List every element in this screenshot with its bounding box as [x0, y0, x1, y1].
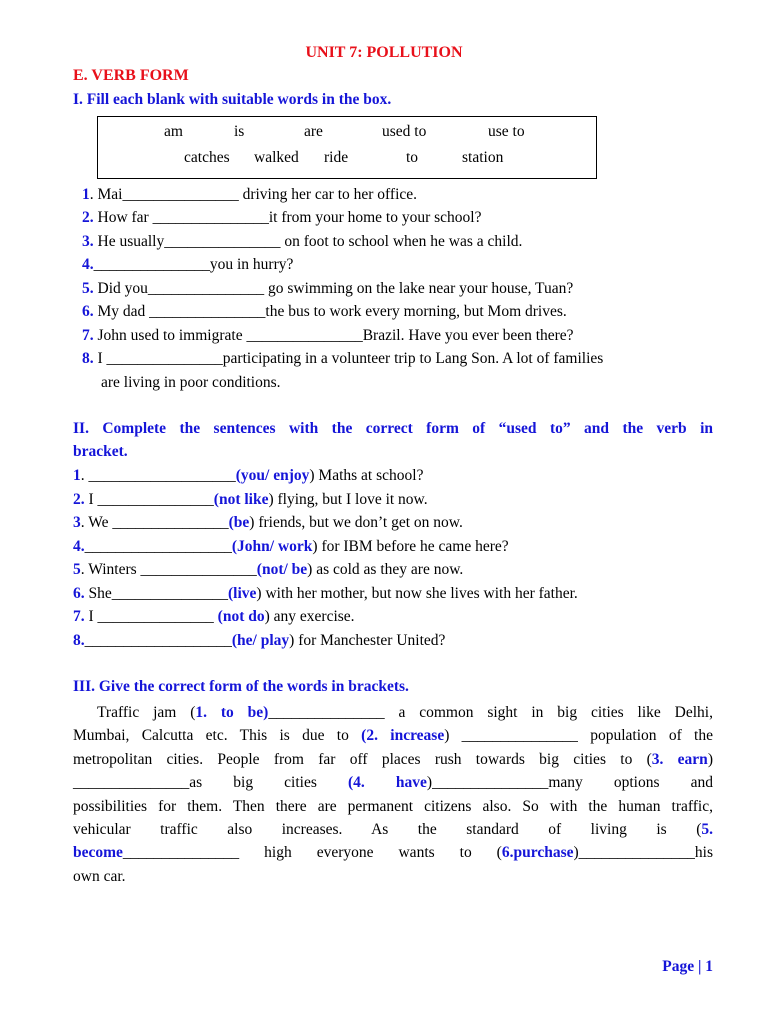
text: _______________as big cities [73, 774, 348, 792]
list-item [82, 302, 567, 322]
item-blank: ___________________ [84, 632, 232, 649]
text: ) [707, 750, 713, 768]
list-item [73, 490, 428, 510]
item-number: 6. [73, 585, 85, 602]
word-prompt: become [73, 844, 123, 862]
text: _______________ high everyone wants to ( [122, 844, 502, 862]
list-item [73, 537, 509, 557]
page-number: Page | 1 [662, 958, 713, 975]
word-box [97, 116, 597, 179]
list-item [82, 349, 603, 369]
paragraph-line [73, 818, 713, 841]
part2-heading-cont: bracket. [73, 443, 128, 460]
item-text: ) friends, but we don’t get on now. [249, 514, 463, 531]
item-blank: ___________________ [84, 538, 232, 555]
item-number: 5 [73, 561, 81, 578]
item-number: 3 [73, 514, 81, 531]
item-blank: I _______________ [84, 491, 214, 508]
item-number: 8. [73, 632, 85, 649]
text: vehicular traffic also increases. As the standard of living is ( [73, 820, 702, 838]
item-text: Did you_______________ go swimming on the lake near your house, Tuan? [93, 280, 574, 297]
box-word: am [164, 123, 183, 140]
item-text: ) Maths at school? [309, 467, 424, 484]
item-text: ) for IBM before he came here? [312, 538, 509, 555]
item-text: John used to immigrate _______________Brazil. Have you ever been there? [93, 327, 574, 344]
word-prompt: 3. earn [651, 750, 708, 768]
list-item [82, 279, 573, 299]
item-verb: (not do [217, 608, 265, 625]
item-blank: She_______________ [84, 585, 228, 602]
item-verb: (he/ play [231, 632, 290, 649]
page-title: UNIT 7: POLLUTION [305, 44, 463, 61]
item-text: ) for Manchester United? [289, 632, 446, 649]
list-item [82, 326, 574, 346]
item-text: . Mai_______________ driving her car to her office. [89, 186, 418, 203]
paragraph [73, 701, 713, 888]
item-number: 2. [82, 209, 94, 226]
list-item [73, 631, 445, 651]
item-number: 1 [82, 186, 90, 203]
box-word: station [462, 149, 504, 166]
text: Mumbai, Calcutta etc. This is due to [73, 727, 362, 745]
item-number: 6. [82, 303, 94, 320]
list-item [73, 584, 578, 604]
item-blank: . We _______________ [80, 514, 229, 531]
item-text: ) flying, but I love it now. [268, 491, 428, 508]
item-number: 4. [73, 538, 85, 555]
box-word: are [304, 123, 323, 140]
item-text: ) with her mother, but now she lives with her father. [256, 585, 578, 602]
paragraph-line: possibilities for them. Then there are permanent citizens also. So with the human traffic, [73, 797, 713, 815]
word-prompt: 5. [701, 820, 713, 838]
item-number: 8. [82, 350, 94, 367]
list-item [73, 560, 463, 580]
box-word: use to [488, 123, 525, 140]
text: ) _______________ population of the [444, 727, 713, 745]
item-blank: . ___________________ [80, 467, 236, 484]
section-heading: E. VERB FORM [73, 67, 189, 84]
item-text: He usually_______________ on foot to school when he was a child. [93, 233, 523, 250]
text: )_______________many options and [426, 774, 713, 792]
paragraph-line [73, 841, 713, 864]
item-number: 4. [82, 256, 94, 273]
item-number: 1 [73, 467, 81, 484]
paragraph-line [73, 771, 713, 794]
item-text: I _______________participating in a volunteer trip to Lang Son. A lot of families [93, 350, 604, 367]
part2-heading: II. Complete the sentences with the correct form of “used to” and the verb in [73, 420, 713, 437]
item-number: 3. [82, 233, 94, 250]
item-text: _______________you in hurry? [93, 256, 294, 273]
text: _______________ a common sight in big cities like Delhi, [268, 704, 713, 721]
text: Traffic jam ( [97, 704, 196, 721]
box-word: is [234, 123, 245, 140]
item-text-continued: are living in poor conditions. [101, 374, 281, 391]
item-number: 2. [73, 491, 85, 508]
text: )_______________his [573, 844, 713, 862]
box-word: ride [324, 149, 349, 166]
list-item [82, 255, 293, 275]
text: metropolitan cities. People from far off places rush towards big cities to ( [73, 750, 652, 768]
box-word: used to [382, 123, 427, 140]
list-item [73, 513, 463, 533]
item-verb: (live [228, 585, 257, 602]
word-prompt: 6.purchase [501, 844, 574, 862]
list-item [82, 232, 522, 252]
item-verb: (be [228, 514, 250, 531]
box-word: walked [254, 149, 299, 166]
word-prompt: (2. increase [361, 727, 445, 745]
item-verb: (not/ be [256, 561, 308, 578]
part3-heading: III. Give the correct form of the words in brackets. [73, 678, 409, 695]
part1-heading: I. Fill each blank with suitable words in the box. [73, 91, 392, 108]
paragraph-line [73, 748, 713, 771]
item-blank: I _______________ [84, 608, 218, 625]
item-blank: . Winters _______________ [80, 561, 257, 578]
list-item [73, 466, 423, 486]
item-number: 7. [73, 608, 85, 625]
item-text: My dad _______________the bus to work every morning, but Mom drives. [93, 303, 567, 320]
list-item [73, 607, 355, 627]
item-text: ) as cold as they are now. [307, 561, 464, 578]
item-verb: (John/ work [231, 538, 313, 555]
item-verb: (you/ enjoy [235, 467, 310, 484]
item-number: 5. [82, 280, 94, 297]
box-word: catches [184, 149, 230, 166]
paragraph-line [73, 701, 713, 724]
item-text: How far _______________it from your home to your school? [93, 209, 482, 226]
word-prompt: (4. have [348, 774, 427, 792]
word-prompt: 1. to be) [195, 704, 269, 721]
item-text: ) any exercise. [264, 608, 355, 625]
item-verb: (not like [213, 491, 269, 508]
paragraph-line [73, 724, 713, 747]
item-number: 7. [82, 327, 94, 344]
box-word: to [406, 149, 419, 166]
list-item [82, 185, 417, 205]
paragraph-line: own car. [73, 867, 126, 885]
list-item [82, 208, 482, 228]
